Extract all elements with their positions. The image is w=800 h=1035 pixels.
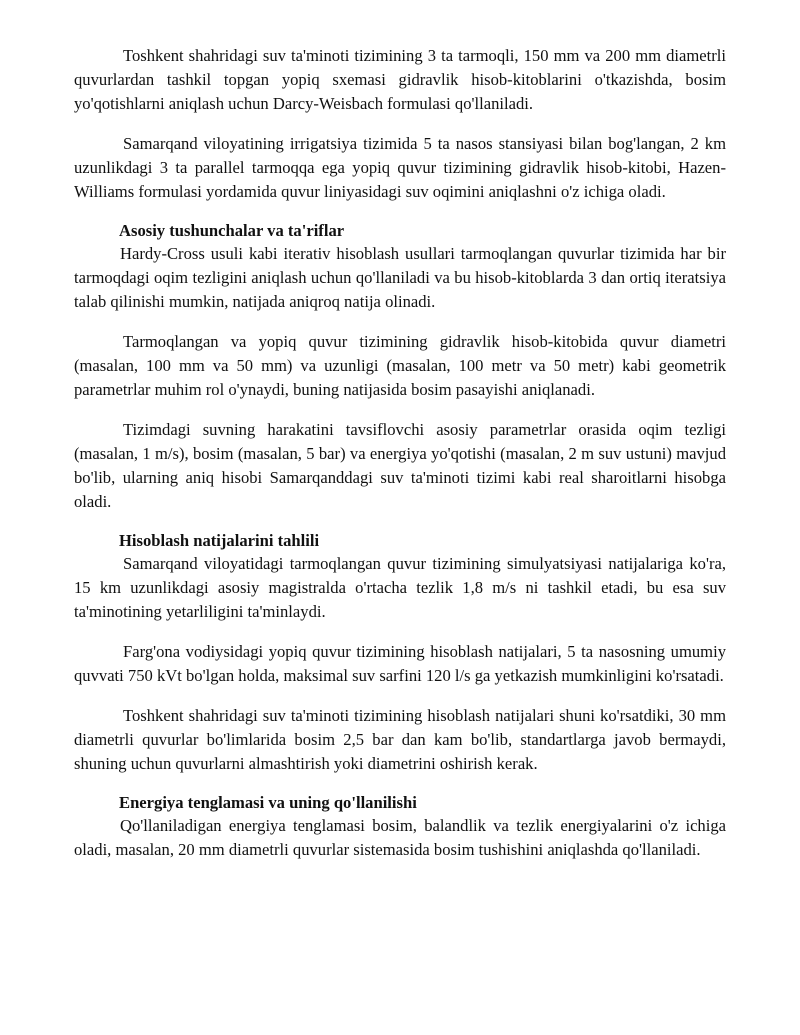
document-page: [74, 44, 726, 862]
paragraph-results-3: Toshkent shahridagi suv ta'minoti tizimining hisoblash natijalari shuni ko'rsatdiki, 30 mm diametrli quvurlar bo'limlarida bosim 2,5 bar dan kam bo'lib, standartlarga javob bermaydi, shuning uchun quvurlarni almashtirish yoki diametrini oshirish kerak.: [74, 706, 726, 773]
section-heading-results: Hisoblash natijalarini tahlili: [119, 531, 320, 550]
paragraph-results-2: Farg'ona vodiysidagi yopiq quvur tizimining hisoblash natijalari, 5 ta nasosning umumiy quvvati 750 kVt bo'lgan holda, maksimal suv sarfini 120 l/s ga yetkazish mumkinligini ko'rsatadi.: [74, 642, 726, 685]
paragraph-concepts-3: Tizimdagi suvning harakatini tavsiflovchi asosiy parametrlar orasida oqim tezligi (masalan, 1 m/s), bosim (masalan, 5 bar) va energiya yo'qotishi (masalan, 2 m suv ustuni) mavjud bo'lib, ularning aniq hisobi Samarqanddagi suv ta'minoti tizimi kabi real sharoitlarni hisobga oladi.: [74, 420, 726, 511]
section-heading-concepts: Asosiy tushunchalar va ta'riflar: [119, 221, 345, 240]
paragraph-concepts-1: Hardy-Cross usuli kabi iterativ hisoblash usullari tarmoqlangan quvurlar tizimida har bir tarmoqdagi oqim tezligini aniqlash uchun qo'llaniladi va bu hisob-kitoblarda 3 dan ortiq iteratsiya talab qilinishi mumkin, natijada aniqroq natija olinadi.: [74, 244, 726, 311]
paragraph-energy-1: Qo'llaniladigan energiya tenglamasi bosim, balandlik va tezlik energiyalarini o'z ichiga oladi, masalan, 20 mm diametrli quvurlar sistemasida bosim tushishini aniqlashda qo'llaniladi.: [74, 816, 726, 859]
paragraph-intro-2: Samarqand viloyatining irrigatsiya tizimida 5 ta nasos stansiyasi bilan bog'langan, 2 km uzunlikdagi 3 ta parallel tarmoqqa ega yopiq quvur tizimining gidravlik hisob-kitobi, Hazen-Williams formulasi yordamida quvur liniyasidagi suv oqimini aniqlashni o'z ichiga oladi.: [74, 134, 726, 201]
paragraph-intro-1: Toshkent shahridagi suv ta'minoti tizimining 3 ta tarmoqli, 150 mm va 200 mm diametrli quvurlardan tashkil topgan yopiq sxemasi gidravlik hisob-kitoblarini o'tkazishda, bosim yo'qotishlarni aniqlash uchun Darcy-Weisbach formulasi qo'llaniladi.: [74, 46, 726, 113]
paragraph-results-1: Samarqand viloyatidagi tarmoqlangan quvur tizimining simulyatsiyasi natijalariga ko'ra, 15 km uzunlikdagi asosiy magistralda o'rtacha tezlik 1,8 m/s ni tashkil etadi, bu esa suv ta'minotining yetarliligini ta'minlaydi.: [74, 554, 726, 621]
section-heading-energy: Energiya tenglamasi va uning qo'llanilishi: [119, 793, 417, 812]
paragraph-concepts-2: Tarmoqlangan va yopiq quvur tizimining gidravlik hisob-kitobida quvur diametri (masalan, 100 mm va 50 mm) va uzunligi (masalan, 100 metr va 50 metr) kabi geometrik parametrlar muhim rol o'ynaydi, buning natijasida bosim pasayishi aniqlanadi.: [74, 332, 726, 399]
